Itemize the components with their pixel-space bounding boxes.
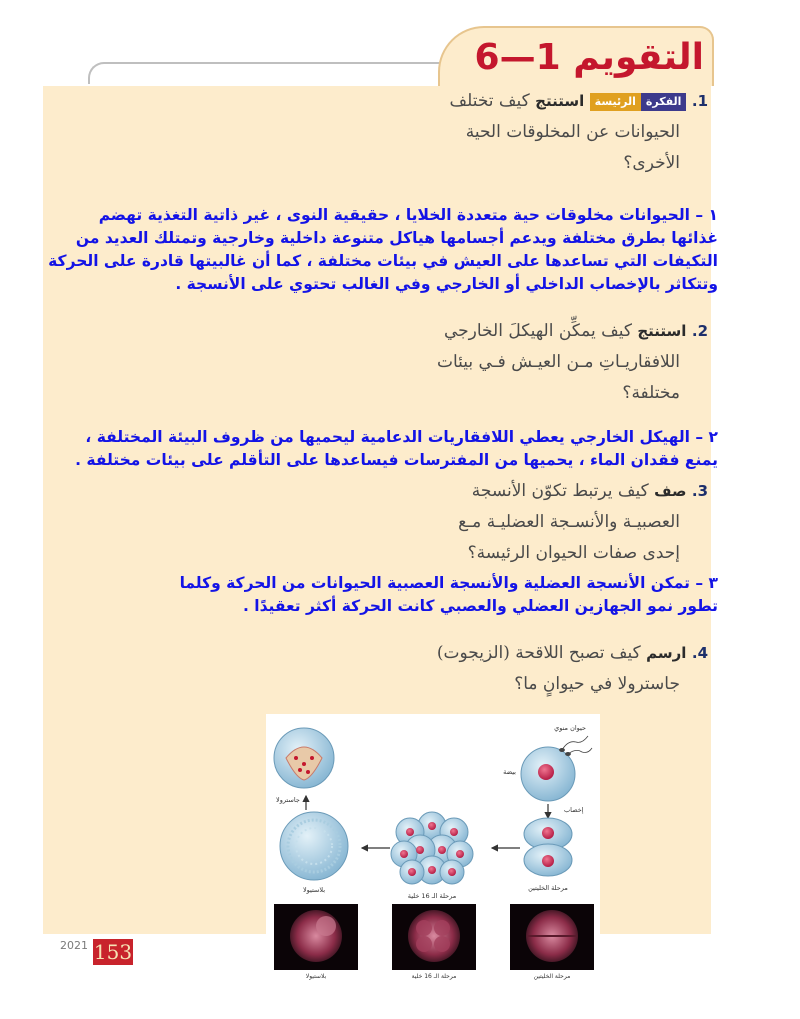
- sperm-label: حيوان منوي: [554, 724, 586, 732]
- page-title: التقويم 1—6: [474, 37, 704, 78]
- question-text: جاسترولا في حيوانٍ ما؟: [514, 674, 680, 694]
- question-text: كيف تختلف: [449, 91, 530, 111]
- answer-line: ٢ – الهيكل الخارجي يعطي اللافقاريات الدعامية ليحميها من ظروف البيئة المختلفة ،: [85, 428, 718, 446]
- question-text: كيف يمكِّن الهيكلَ الخارجي: [443, 321, 632, 341]
- question-3: [458, 476, 708, 569]
- question-text: الحيوانات عن المخلوقات الحية: [465, 122, 680, 142]
- answer-line: وتتكاثر بالإخصاب الداخلي أو الخارجي وفي الغالب تحتوي على الأنسجة .: [175, 275, 718, 293]
- question-2-line-1: [437, 316, 708, 347]
- question-2: [437, 316, 708, 409]
- two-cell-label: مرحلة الخليتين: [528, 884, 568, 892]
- sixteen-cell-stage: [391, 812, 473, 884]
- question-number: 2.: [691, 322, 708, 340]
- question-number: 3.: [691, 482, 708, 500]
- question-verb: استنتج: [637, 322, 687, 340]
- answer-line: غذائها بطرق مختلفة ويدعم أجسامها هياكل متنوعة داخلية وخارجية وتمتلك العديد من: [75, 229, 718, 247]
- question-4-line-1: [437, 638, 708, 669]
- sixteen-cell-label: مرحلة الـ 16 خلية: [407, 892, 457, 900]
- question-text: إحدى صفات الحيوان الرئيسة؟: [467, 543, 680, 563]
- two-cell-micrograph: [510, 904, 594, 970]
- page-number: 153: [93, 940, 133, 964]
- answer-line: ١ – الحيوانات مخلوقات حية متعددة الخلايا ، حقيقية النوى ، غير ذاتية التغذية تهضم: [98, 206, 718, 224]
- year-label: 2021: [60, 939, 88, 952]
- answer-line: ٣ – تمكن الأنسجة العضلية والأنسجة العصبية الحيوانات من الحركة وكلما: [179, 574, 718, 592]
- question-3-line-1: [458, 476, 708, 507]
- answer-1: [48, 204, 718, 296]
- question-text: كيف تصبح اللاقحة (الزيجوت): [436, 643, 641, 663]
- question-verb: ارسم: [646, 644, 687, 662]
- two-cell-photo-label: مرحلة الخليتين: [533, 973, 571, 980]
- answer-line: التكيفات التي تساعدها على العيش في بيئات مختلفة ، كما أن غالبيتها قادرة على الحركة: [48, 252, 718, 270]
- question-number: 1.: [691, 92, 708, 110]
- blastula-micrograph: [274, 904, 358, 970]
- answer-3: [180, 572, 718, 618]
- fertilization-label: إخصاب: [564, 806, 584, 814]
- question-verb: استنتج: [535, 92, 585, 110]
- blastula-label: بلاستيولا: [302, 886, 326, 894]
- egg-label: بيضة: [503, 768, 516, 776]
- gastrula-label: جاسترولا: [276, 796, 300, 804]
- question-text: العصبيـة والأنسـجة العضليـة مـع: [458, 512, 680, 532]
- gastrula: [274, 728, 334, 788]
- sixteen-cell-photo-label: مرحلة الـ 16 خلية: [411, 973, 457, 980]
- question-text: الأخرى؟: [623, 153, 680, 173]
- question-1-line-1: [449, 86, 708, 117]
- main-tag: الرئيسة: [590, 93, 641, 111]
- idea-tag: الفكرة: [641, 93, 687, 111]
- blastula: [280, 812, 348, 880]
- answer-line: يمنع فقدان الماء ، يحميها من المفترسات فيساعدها على التأقلم على بيئات مختلفة .: [75, 451, 718, 469]
- two-cell-stage: [524, 818, 572, 876]
- blastula-photo-label: بلاستيولا: [305, 973, 327, 980]
- question-text: اللافقاريـاتِ مـن العيـش فـي بيئات: [436, 352, 680, 372]
- question-1: [449, 86, 708, 179]
- question-text: كيف يرتبط تكوّن الأنسجة: [471, 481, 649, 501]
- answer-line: تطور نمو الجهازين العضلي والعصبي كانت الحركة أكثر تعقيدًا .: [243, 597, 718, 615]
- question-verb: صف: [654, 482, 687, 500]
- question-number: 4.: [691, 644, 708, 662]
- embryo-diagram: [266, 714, 600, 982]
- header-divider: [88, 62, 450, 84]
- question-4: [437, 638, 708, 700]
- question-text: مختلفة؟: [622, 383, 680, 403]
- sixteen-cell-micrograph: [392, 904, 476, 970]
- embryo-development-figure: [266, 714, 600, 982]
- answer-2: [75, 426, 718, 472]
